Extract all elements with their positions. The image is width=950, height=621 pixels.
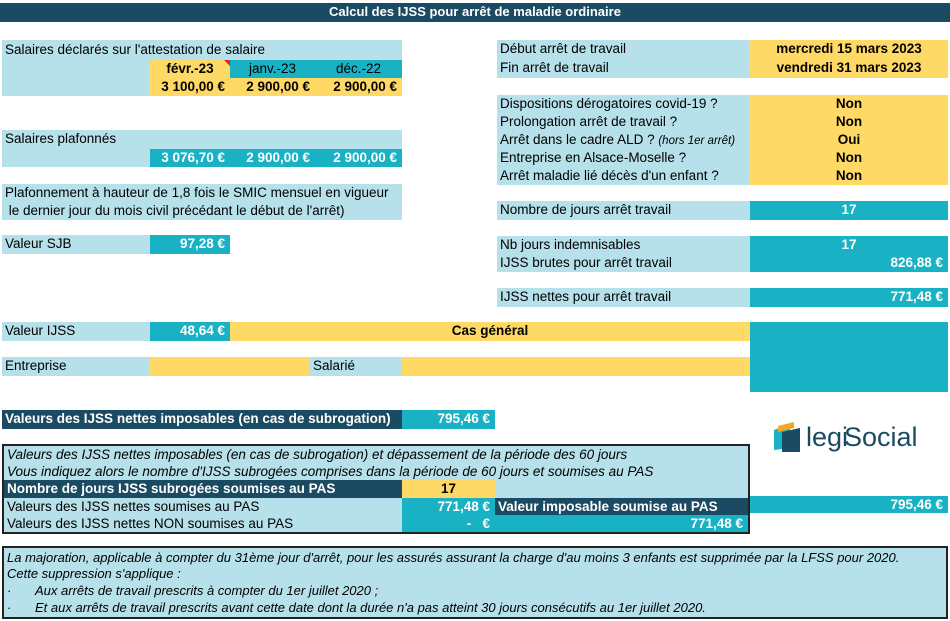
plafonnes-label: Salaires plafonnés: [2, 130, 402, 149]
option-label: [497, 167, 750, 185]
entreprise-label: Entreprise: [2, 357, 150, 376]
option-text: Entreprise en Alsace-Moselle ?: [500, 150, 687, 165]
nb-indemn-label: Nb jours indemnisables: [497, 236, 750, 254]
footer-line-1: La majoration, applicable à compter du 31ème jour d'arrêt, pour les assurés assurant la charge d'au moins 3 enfants est supprimée par la LFSS pour 2020.: [7, 550, 900, 565]
option-label: [497, 95, 750, 113]
footer-item-1: [7, 582, 943, 599]
logo-text-social: Social: [844, 422, 918, 452]
nb-subrogees-value[interactable]: 17: [402, 480, 495, 498]
logo-text-legi: legi: [806, 422, 849, 452]
option-text: Dispositions dérogatoires covid-19 ?: [500, 96, 718, 111]
brutes-label: IJSS brutes pour arrêt travail: [497, 254, 750, 272]
logo-mark-icon: [770, 420, 806, 454]
imposable-pas-value: 795,46 €: [750, 496, 948, 513]
ijss-value: 48,64 €: [150, 322, 230, 341]
plafonne-2: 2 900,00 €: [230, 149, 315, 167]
nettes-label: IJSS nettes pour arrêt travail: [497, 288, 750, 307]
option-text: Arrêt maladie lié décès d'un enfant ?: [500, 168, 719, 183]
footer-line-2: Cette suppression s'applique :: [7, 566, 181, 581]
page-title: Calcul des IJSS pour arrêt de maladie ordinaire: [0, 3, 950, 22]
imposables-value: 795,46 €: [402, 410, 495, 429]
note-line-2: le dernier jour du mois civil précédant le début de l'arrêt): [5, 203, 345, 218]
non-soumises-total: 771,48 €: [495, 515, 748, 532]
footer-item-text: Aux arrêts de travail prescrits à compter du 1er juillet 2020 ;: [35, 583, 379, 598]
plafonnes-spacer: [2, 149, 150, 167]
plafonne-1: 3 076,70 €: [150, 149, 230, 167]
brutes-value: 826,88 €: [750, 254, 948, 272]
ijss-label: Valeur IJSS: [2, 322, 150, 341]
option-value[interactable]: Non: [750, 167, 948, 185]
option-value[interactable]: Non: [750, 113, 948, 131]
bullet-icon: ·: [7, 583, 12, 598]
option-label: [497, 149, 750, 167]
soumises-value: 771,48 €: [402, 498, 495, 515]
non-soumises-label: Valeurs des IJSS nettes NON soumises au PAS: [4, 515, 402, 532]
soumises-label: Valeurs des IJSS nettes soumises au PAS: [4, 498, 402, 515]
plafonne-3: 2 900,00 €: [315, 149, 402, 167]
subrogation-line-1: Valeurs des IJSS nettes imposables (en cas de subrogation) et dépassement de la période des 60 jours: [4, 446, 748, 463]
salaries-label: Salaires déclarés sur l'attestation de salaire: [2, 40, 402, 60]
month-2[interactable]: janv.-23: [230, 60, 315, 78]
option-value[interactable]: Oui: [750, 131, 948, 149]
salary-1[interactable]: 3 100,00 €: [150, 78, 230, 96]
fin-value[interactable]: vendredi 31 mars 2023: [750, 59, 948, 78]
plafonnement-note: [2, 184, 402, 220]
salaries-spacer: [2, 60, 150, 96]
option-text: Prolongation arrêt de travail ?: [500, 114, 678, 129]
jours-label: Nombre de jours arrêt travail: [497, 201, 750, 220]
debut-value[interactable]: mercredi 15 mars 2023: [750, 40, 948, 59]
nettes-value: 771,48 €: [750, 288, 948, 307]
footer-note: [2, 546, 948, 619]
imposable-pas-label: Valeur imposable soumise au PAS: [495, 498, 748, 515]
month-3[interactable]: déc.-22: [315, 60, 402, 78]
month-1[interactable]: févr.-23: [150, 60, 230, 78]
nb-indemn-value: 17: [750, 236, 948, 254]
non-soumises-value: - €: [402, 515, 495, 532]
sjb-label: Valeur SJB: [2, 235, 150, 254]
sjb-value: 97,28 €: [150, 235, 230, 254]
ijss-case: Cas général: [230, 322, 750, 341]
nb-subrogees-label: Nombre de jours IJSS subrogées soumises au PAS: [4, 480, 402, 498]
subrogation-box: [2, 444, 750, 534]
jours-value: 17: [750, 201, 948, 220]
footer-item-2: [7, 599, 943, 616]
option-value[interactable]: Non: [750, 95, 948, 113]
footer-item-text: Et aux arrêts de travail prescrits avant cette date dont la durée n'a pas atteint 30 jours consécutifs au 1er juillet 2020.: [35, 600, 706, 615]
note-line-1: Plafonnement à hauteur de 1,8 fois le SMIC mensuel en vigueur: [5, 185, 389, 200]
entreprise-input[interactable]: [150, 357, 310, 376]
salarie-label: Salarié: [310, 357, 402, 376]
subrogation-line-2: Vous indiquez alors le nombre d'IJSS subrogées comprises dans la période de 60 jours et soumises au PAS: [4, 463, 748, 480]
bullet-icon: ·: [7, 600, 12, 615]
salary-2[interactable]: 2 900,00 €: [230, 78, 315, 96]
legisocial-logo: [770, 420, 940, 454]
debut-label: Début arrêt de travail: [497, 40, 750, 59]
option-label: [497, 131, 750, 149]
info-block: [750, 322, 948, 392]
option-label: [497, 113, 750, 131]
subrogation-spacer: [495, 480, 748, 498]
option-note: (hors 1er arrêt): [658, 135, 736, 147]
option-value[interactable]: Non: [750, 149, 948, 167]
salary-3[interactable]: 2 900,00 €: [315, 78, 402, 96]
salarie-input[interactable]: [402, 357, 750, 376]
fin-label: Fin arrêt de travail: [497, 59, 750, 78]
option-text: Arrêt dans le cadre ALD ?: [500, 132, 659, 147]
imposables-label: Valeurs des IJSS nettes imposables (en cas de subrogation): [2, 410, 402, 429]
